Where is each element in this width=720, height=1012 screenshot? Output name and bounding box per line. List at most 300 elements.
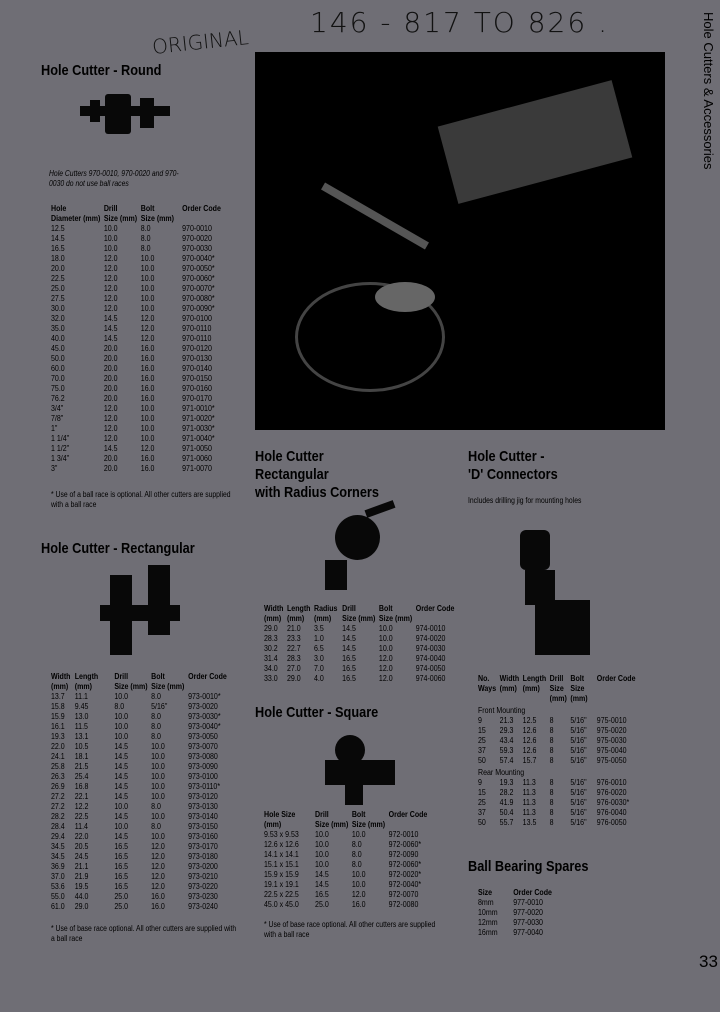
table-row	[51, 224, 235, 234]
table-cell: 4.0	[313, 674, 324, 683]
table-cell: 12.0	[140, 314, 155, 323]
table-cell: 972-0080	[388, 900, 419, 909]
table-cell: 12.0	[103, 404, 118, 413]
table-cell: 972-0010	[388, 830, 419, 839]
table-cell: 55.7	[499, 818, 514, 827]
table-cell: 10.0	[140, 284, 155, 293]
table-cell: 16.0	[151, 902, 165, 911]
table-cell: 10.0	[114, 722, 129, 731]
column-header: Drill	[549, 674, 564, 683]
table-cell: 970-0050*	[182, 264, 215, 273]
table-cell: 3.5	[313, 624, 324, 633]
table-cell: 10.0	[103, 224, 118, 233]
table-cell: 10.0	[151, 742, 165, 751]
table-cell: 10.0	[114, 712, 129, 721]
column-header: Order Code	[513, 888, 552, 897]
table-cell: 23.3	[287, 634, 301, 643]
table-row	[51, 702, 241, 712]
table-cell: 22.0	[51, 742, 65, 751]
table-cell: 14.5	[114, 752, 129, 761]
table-cell: 15.9 x 15.9	[264, 870, 299, 879]
table-cell: 12.6	[522, 746, 537, 755]
table-row	[51, 872, 241, 882]
table-cell: 20.0	[103, 364, 118, 373]
table-row	[51, 852, 241, 862]
table-cell: 32.0	[51, 314, 65, 323]
rect-cutter-image	[100, 565, 190, 665]
column-header: (mm)	[264, 614, 282, 623]
table-cell: 14.5	[114, 742, 129, 751]
table-cell: 12.5	[522, 716, 537, 725]
table-cell: 1 1/4"	[51, 434, 70, 443]
table-cell: 1.0	[313, 634, 324, 643]
table-row	[264, 634, 460, 644]
table-cell: 10.0	[114, 822, 129, 831]
table-cell: 5/16"	[570, 788, 587, 797]
table-row	[51, 294, 235, 304]
square-footnote: * Use of base race optional. All other cutters are supplied with a ball race	[264, 920, 436, 939]
table-cell: 10.0	[315, 830, 329, 839]
table-cell: 12.0	[103, 264, 118, 273]
table-cell: 12.0	[378, 654, 393, 663]
table-cell: 3/4"	[51, 404, 64, 413]
table-cell: 11.1	[74, 692, 88, 701]
table-cell: 12mm	[478, 918, 498, 927]
table-row	[51, 384, 235, 394]
dconn-title-line: Hole Cutter -	[468, 448, 545, 465]
table-cell: 61.0	[51, 902, 65, 911]
table-row	[51, 812, 241, 822]
table-cell: 16.0	[140, 454, 155, 463]
table-cell: 13.1	[74, 732, 89, 741]
handwritten-range: 146 - 817 TO 826 .	[310, 6, 609, 39]
column-header	[597, 694, 641, 704]
table-cell: 50	[478, 756, 486, 765]
table-cell: 974-0040	[415, 654, 446, 663]
column-header: Hole	[51, 204, 67, 213]
table-cell: 34.5	[51, 842, 65, 851]
table-row	[51, 244, 235, 254]
table-cell: 973-0050	[188, 732, 218, 741]
column-header: (mm)	[549, 694, 567, 703]
table-cell: 26.3	[51, 772, 65, 781]
table-cell: 16.0	[140, 374, 155, 383]
table-cell: 8.0	[151, 712, 161, 721]
header-row	[264, 810, 441, 820]
table-cell: 12.0	[351, 890, 366, 899]
table-cell: 973-0240	[188, 902, 218, 911]
table-cell: 970-0120	[182, 344, 212, 353]
table-cell: 14.5	[114, 762, 129, 771]
table-cell: 70.0	[51, 374, 65, 383]
column-header: (mm)	[264, 820, 282, 829]
column-header: Bolt	[140, 204, 155, 213]
table-cell: 20.0	[103, 354, 118, 363]
column-header: Order Code	[415, 604, 455, 613]
table-cell: 970-0020	[182, 234, 212, 243]
table-cell: 16.0	[351, 900, 366, 909]
table-row	[478, 756, 641, 766]
group-label: Rear Mounting	[478, 768, 525, 777]
dconn-table	[478, 674, 641, 828]
table-cell: 28.3	[264, 634, 278, 643]
table-cell: 25.4	[74, 772, 89, 781]
table-cell: 977-0020	[513, 908, 543, 917]
table-cell: 973-0150	[188, 822, 218, 831]
table-row	[51, 234, 235, 244]
table-cell: 10.0	[315, 850, 329, 859]
table-cell: 16mm	[478, 928, 498, 937]
table-cell: 10.0	[151, 812, 165, 821]
column-header: Drill	[315, 810, 329, 819]
table-cell: 973-0080	[188, 752, 218, 761]
table-cell: 10.0	[140, 274, 155, 283]
round-cutter-image	[80, 88, 180, 148]
table-row	[264, 850, 441, 860]
table-row	[478, 736, 641, 746]
table-cell: 14.5	[342, 624, 356, 633]
table-row	[51, 892, 241, 902]
column-header: Size	[570, 684, 585, 693]
table-cell: 971-0070	[182, 464, 212, 473]
table-cell: 9.53 x 9.53	[264, 830, 299, 839]
header-row	[264, 820, 441, 830]
side-section-label: Hole Cutters & Accessories	[701, 12, 716, 170]
table-cell: 5/16"	[570, 818, 587, 827]
dconn-cutter-image	[505, 520, 615, 660]
table-cell: 10.0	[140, 434, 155, 443]
table-cell: 27.5	[51, 294, 65, 303]
table-cell: 5/16"	[570, 778, 587, 787]
column-header	[182, 214, 235, 224]
column-header: Size	[478, 888, 493, 897]
table-cell: 976-0010	[596, 778, 627, 787]
table-cell: 973-0020	[188, 702, 218, 711]
table-cell: 9	[478, 716, 482, 725]
column-header	[500, 694, 523, 704]
column-header	[389, 820, 442, 830]
table-row	[264, 900, 441, 910]
table-cell: 973-0010*	[188, 692, 221, 701]
table-cell: 12.0	[151, 852, 165, 861]
table-cell: 5/16"	[570, 808, 587, 817]
table-row	[51, 732, 241, 742]
table-cell: 24.1	[51, 752, 65, 761]
table-row	[478, 788, 641, 798]
radius-title-line: Rectangular	[255, 466, 329, 483]
table-cell: 16.1	[51, 722, 65, 731]
table-cell: 20.0	[103, 384, 118, 393]
table-cell: 20.0	[103, 374, 118, 383]
table-cell: 12.0	[151, 842, 165, 851]
table-cell: 974-0060	[415, 674, 446, 683]
table-cell: 973-0070	[188, 742, 218, 751]
table-row	[478, 746, 641, 756]
column-header: Bolt	[570, 674, 585, 683]
table-row	[478, 798, 641, 808]
table-cell: 10.0	[351, 870, 366, 879]
table-row	[51, 792, 241, 802]
table-cell: 8	[549, 778, 554, 787]
column-header: Size (mm)	[103, 214, 138, 223]
table-cell: 8.0	[151, 822, 161, 831]
column-header: Length	[74, 672, 99, 681]
column-header: Order Code	[188, 672, 227, 681]
column-header: (mm)	[287, 614, 305, 623]
table-cell: 8.0	[351, 860, 362, 869]
table-cell: 8	[549, 818, 554, 827]
table-row	[51, 344, 235, 354]
table-row	[51, 434, 235, 444]
column-header	[478, 694, 500, 704]
table-cell: 25	[478, 736, 486, 745]
table-cell: 20.0	[103, 344, 118, 353]
table-cell: 973-0110*	[188, 782, 221, 791]
table-cell: 970-0060*	[182, 274, 215, 283]
table-cell: 10.0	[114, 802, 129, 811]
table-cell: 10.0	[103, 234, 118, 243]
table-cell: 972-0020*	[388, 870, 422, 879]
header-row	[478, 684, 641, 694]
table-cell: 57.4	[499, 756, 514, 765]
table-cell: 10.0	[140, 304, 155, 313]
table-cell: 43.4	[499, 736, 514, 745]
table-cell: 973-0130	[188, 802, 218, 811]
table-cell: 60.0	[51, 364, 65, 373]
table-cell: 970-0070*	[182, 284, 215, 293]
table-cell: 25	[478, 798, 486, 807]
table-cell: 50	[478, 818, 486, 827]
table-row	[478, 898, 566, 908]
table-cell: 22.1	[74, 792, 89, 801]
table-cell: 28.3	[287, 654, 301, 663]
table-cell: 40.0	[51, 334, 65, 343]
header-row	[478, 694, 641, 704]
column-header: Ways	[478, 684, 497, 693]
ball-title: Ball Bearing Spares	[468, 858, 589, 875]
table-cell: 37.0	[51, 872, 65, 881]
table-cell: 29.0	[74, 902, 89, 911]
photo-detail	[375, 282, 435, 312]
table-cell: 970-0030	[182, 244, 212, 253]
table-cell: 14.5	[114, 832, 129, 841]
table-cell: 970-0170	[182, 394, 212, 403]
group-label: Front Mounting	[478, 706, 526, 715]
table-cell: 12.0	[103, 284, 118, 293]
table-cell: 14.5	[114, 772, 129, 781]
table-cell: 16.5	[342, 674, 356, 683]
column-header: Size (mm)	[140, 214, 175, 223]
table-cell: 971-0030*	[182, 424, 215, 433]
square-title: Hole Cutter - Square	[255, 704, 379, 721]
handwritten-original: ORIGINAL	[151, 25, 250, 59]
table-cell: 973-0160	[188, 832, 218, 841]
table-cell: 50.4	[499, 808, 514, 817]
column-header: (mm)	[570, 694, 588, 703]
table-cell: 12.0	[151, 882, 165, 891]
table-cell: 970-0140	[182, 364, 212, 373]
table-cell: 21.0	[287, 624, 301, 633]
table-cell: 16.0	[140, 344, 155, 353]
table-cell: 10.0	[114, 692, 129, 701]
table-cell: 12.2	[74, 802, 89, 811]
column-header: Size (mm)	[315, 820, 349, 829]
column-header: Size (mm)	[151, 682, 185, 691]
table-cell: 977-0010	[513, 898, 543, 907]
table-cell: 12.6	[522, 726, 537, 735]
table-cell: 973-0180	[188, 852, 218, 861]
table-cell: 20.0	[103, 394, 118, 403]
table-cell: 10mm	[478, 908, 498, 917]
table-cell: 10.0	[378, 624, 393, 633]
table-cell: 44.0	[74, 892, 89, 901]
group-label-row	[478, 704, 641, 716]
table-cell: 21.9	[74, 872, 89, 881]
table-cell: 20.0	[103, 464, 118, 473]
table-cell: 45.0 x 45.0	[264, 900, 299, 909]
table-cell: 976-0030*	[596, 798, 630, 807]
table-cell: 971-0020*	[182, 414, 215, 423]
table-cell: 25.0	[114, 902, 129, 911]
table-cell: 12.0	[103, 254, 118, 263]
table-cell: 8	[549, 788, 554, 797]
column-header	[416, 614, 460, 624]
table-row	[51, 374, 235, 384]
column-header: Size	[549, 684, 564, 693]
table-cell: 970-0040*	[182, 254, 215, 263]
table-cell: 10.0	[151, 752, 165, 761]
radius-title-line: with Radius Corners	[255, 484, 379, 501]
table-cell: 970-0110	[182, 324, 212, 333]
table-cell: 28.2	[499, 788, 514, 797]
column-header	[597, 684, 641, 694]
table-cell: 53.6	[51, 882, 65, 891]
table-cell: 15	[478, 726, 486, 735]
column-header: Width	[51, 672, 71, 681]
table-cell: 19.5	[74, 882, 89, 891]
table-cell: 973-0040*	[188, 722, 221, 731]
table-cell: 10.0	[151, 772, 165, 781]
table-cell: 19.3	[51, 732, 65, 741]
table-cell: 1 3/4"	[51, 454, 70, 463]
table-cell: 16.5	[315, 890, 329, 899]
square-cutter-image	[315, 725, 405, 807]
table-cell: 975-0050	[596, 756, 627, 765]
table-cell: 14.5	[342, 644, 356, 653]
page-number: 33	[699, 952, 718, 971]
table-cell: 28.4	[51, 822, 65, 831]
column-header: Drill	[103, 204, 118, 213]
table-row	[51, 404, 235, 414]
table-cell: 974-0010	[415, 624, 446, 633]
table-cell: 10.0	[378, 634, 393, 643]
table-cell: 8	[549, 746, 554, 755]
header-row	[51, 204, 235, 214]
table-cell: 19.1 x 19.1	[264, 880, 299, 889]
table-cell: 971-0060	[182, 454, 212, 463]
table-cell: 16.0	[140, 364, 155, 373]
table-cell: 22.7	[287, 644, 301, 653]
table-row	[51, 822, 241, 832]
table-cell: 16.5	[342, 664, 356, 673]
table-row	[478, 808, 641, 818]
table-cell: 8.0	[140, 234, 151, 243]
table-cell: 976-0050	[596, 818, 627, 827]
table-row	[51, 394, 235, 404]
table-cell: 8	[549, 716, 554, 725]
table-row	[478, 918, 566, 928]
table-cell: 973-0030*	[188, 712, 221, 721]
table-cell: 13.0	[74, 712, 89, 721]
table-cell: 22.5	[51, 274, 65, 283]
table-cell: 970-0130	[182, 354, 212, 363]
table-row	[51, 444, 235, 454]
table-cell: 13.7	[51, 692, 65, 701]
table-cell: 15.9	[51, 712, 65, 721]
table-cell: 973-0090	[188, 762, 218, 771]
table-cell: 30.0	[51, 304, 65, 313]
column-header: Width	[499, 674, 520, 683]
table-row	[264, 870, 441, 880]
column-header: Bolt	[151, 672, 165, 681]
table-row	[478, 818, 641, 828]
table-cell: 21.1	[74, 862, 89, 871]
table-row	[51, 334, 235, 344]
table-cell: 12.0	[140, 444, 155, 453]
table-row	[51, 842, 241, 852]
table-row	[478, 908, 566, 918]
dconn-title-line: 'D' Connectors	[468, 466, 558, 483]
table-cell: 55.0	[51, 892, 65, 901]
table-cell: 7/8"	[51, 414, 64, 423]
table-row	[51, 414, 235, 424]
table-cell: 27.2	[51, 802, 65, 811]
table-row	[264, 644, 460, 654]
table-cell: 35.0	[51, 324, 65, 333]
table-row	[264, 890, 441, 900]
radius-cutter-image	[310, 505, 400, 595]
table-cell: 976-0040	[596, 808, 627, 817]
table-cell: 10.0	[151, 832, 165, 841]
table-cell: 10.0	[351, 830, 366, 839]
table-cell: 11.3	[522, 778, 536, 787]
table-cell: 12.6 x 12.6	[264, 840, 299, 849]
table-cell: 975-0030	[596, 736, 627, 745]
table-row	[51, 752, 241, 762]
table-row	[51, 314, 235, 324]
table-cell: 11.3	[522, 798, 536, 807]
table-cell: 10.0	[140, 264, 155, 273]
table-row	[51, 364, 235, 374]
table-cell: 25.0	[51, 284, 65, 293]
table-cell: 974-0050	[415, 664, 446, 673]
table-cell: 11.3	[522, 808, 536, 817]
table-cell: 973-0220	[188, 882, 218, 891]
table-cell: 20.0	[51, 264, 65, 273]
table-cell: 8	[549, 726, 554, 735]
table-cell: 14.5	[103, 444, 118, 453]
table-cell: 18.1	[74, 752, 89, 761]
table-cell: 21.3	[499, 716, 514, 725]
table-cell: 16.5	[114, 842, 129, 851]
table-cell: 76.2	[51, 394, 65, 403]
table-cell: 8.0	[351, 850, 362, 859]
table-cell: 5/16"	[570, 756, 587, 765]
table-cell: 15.1 x 15.1	[264, 860, 299, 869]
table-cell: 27.2	[51, 792, 65, 801]
square-table	[264, 810, 441, 910]
table-cell: 16.0	[140, 384, 155, 393]
